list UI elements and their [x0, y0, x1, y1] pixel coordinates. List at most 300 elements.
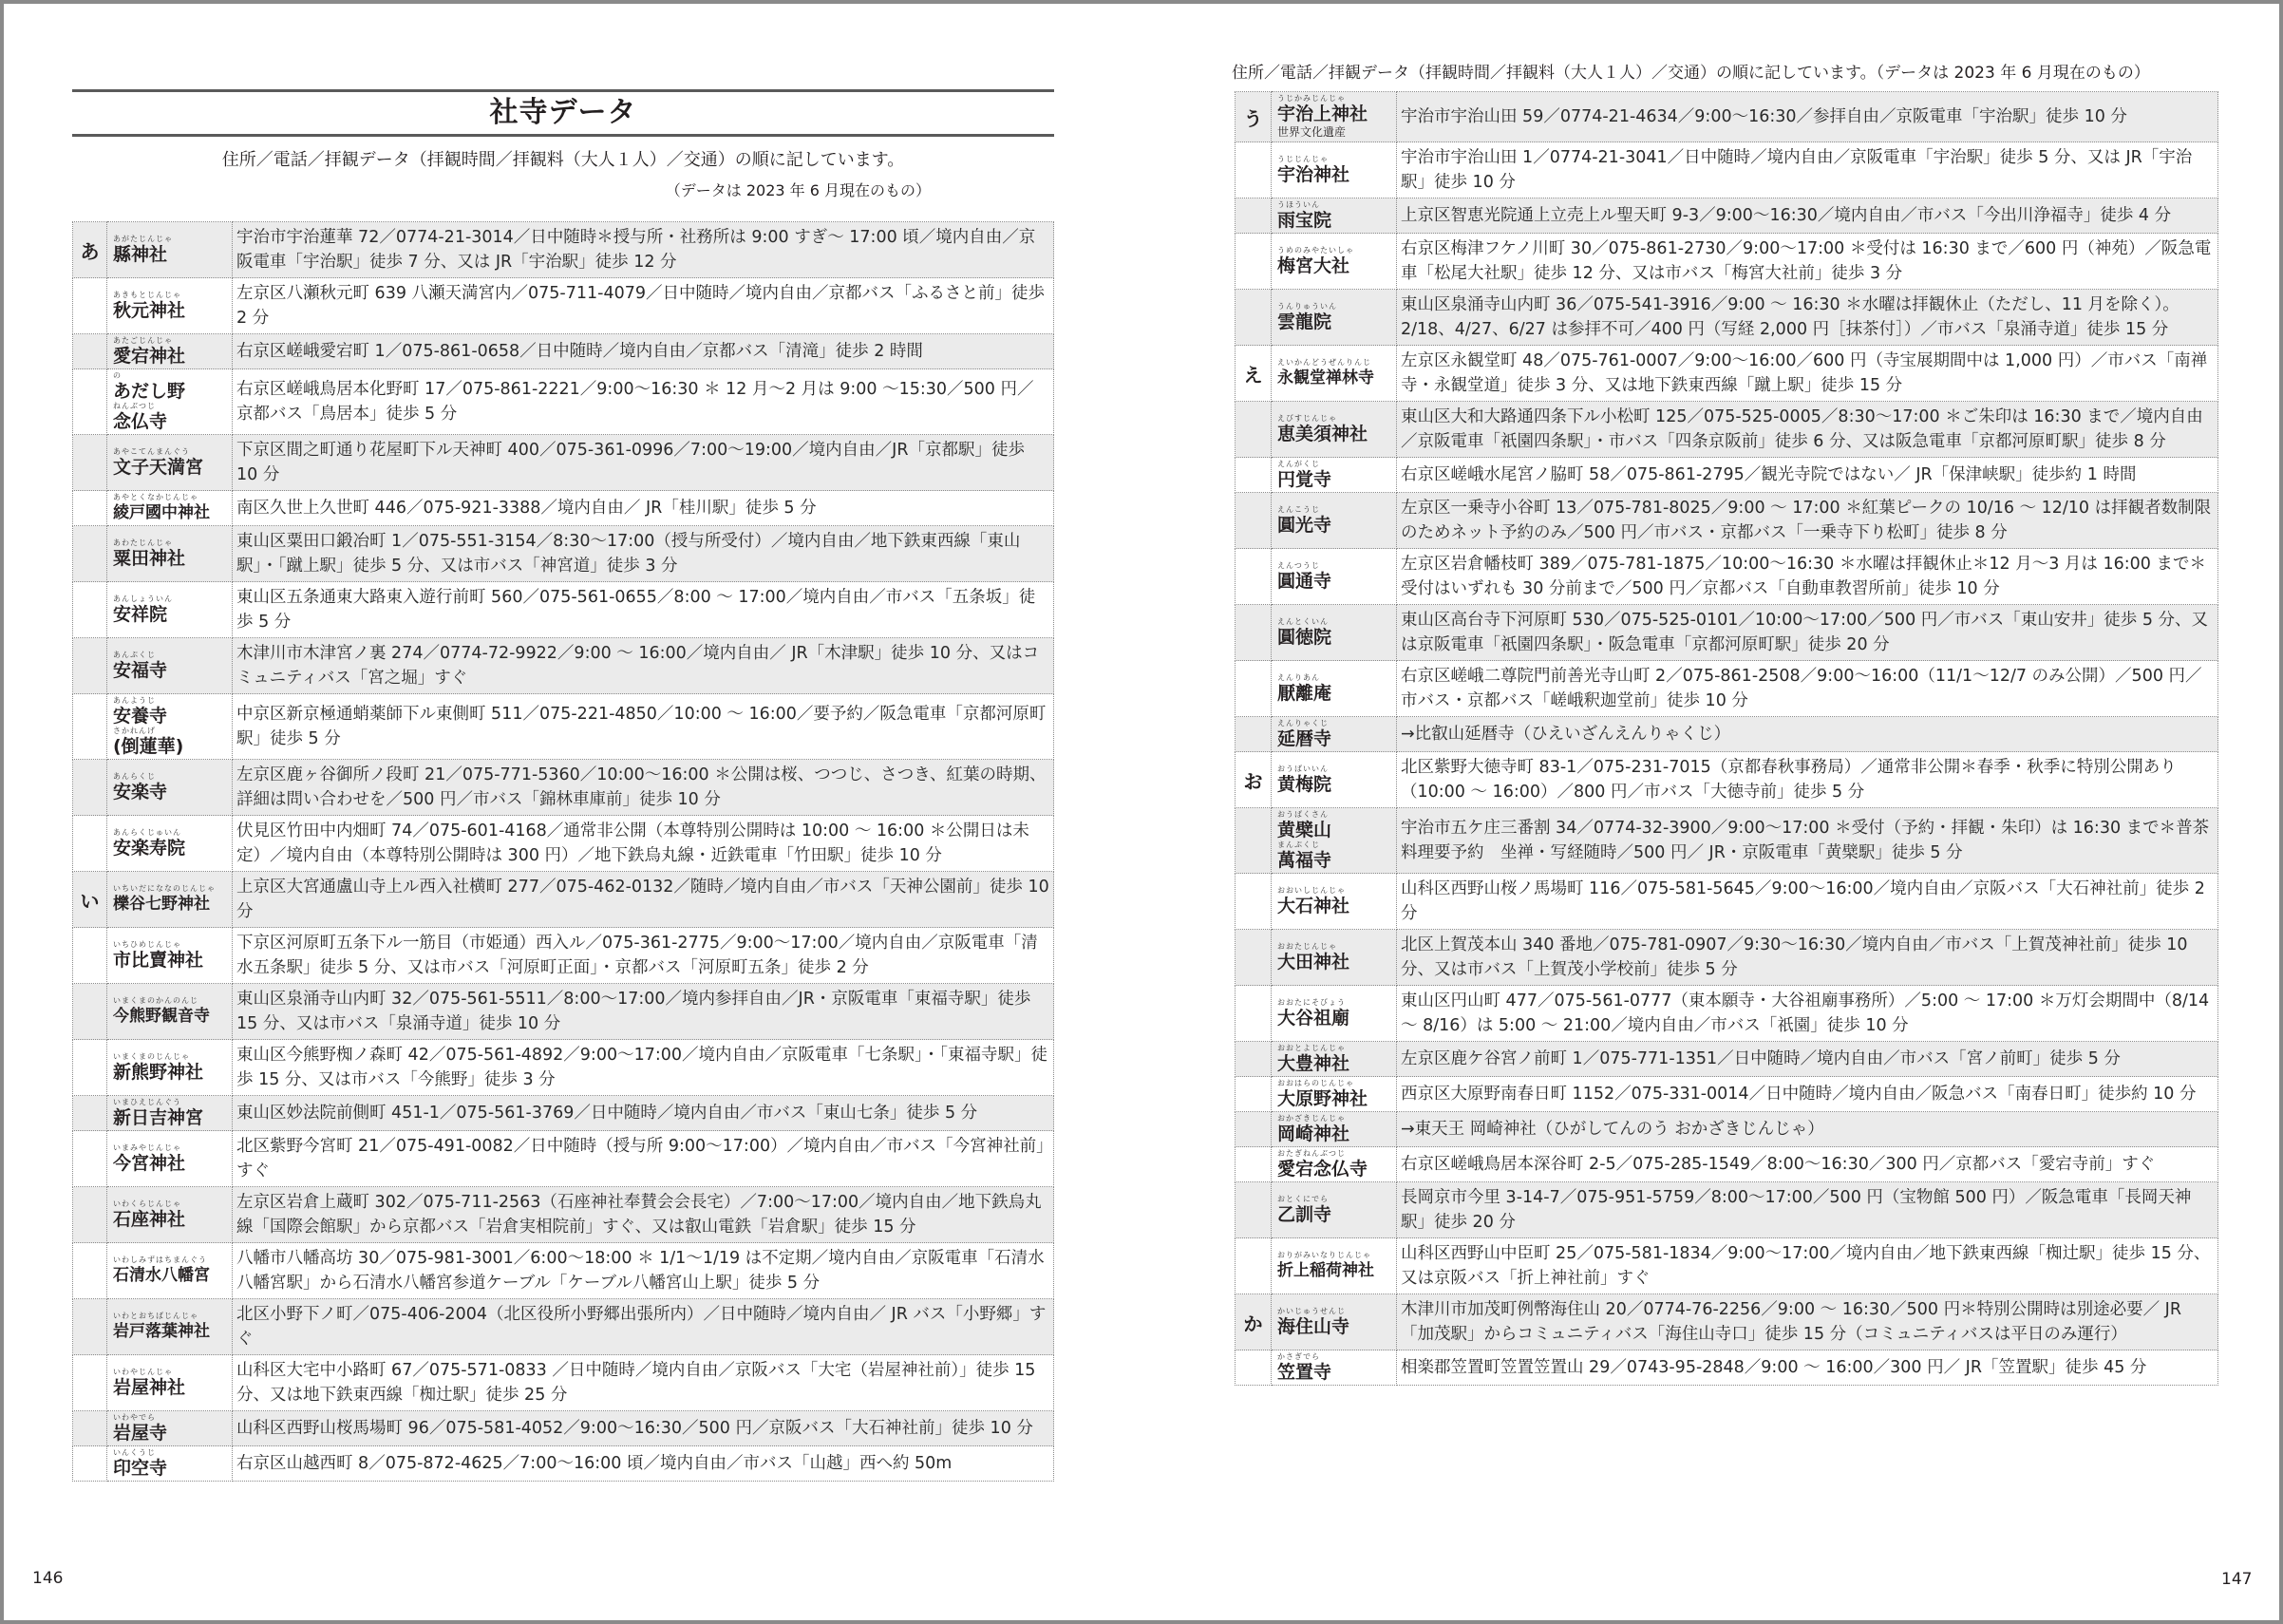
kana-index — [73, 369, 107, 435]
furigana: ねんぶつじ — [113, 402, 156, 410]
site-name: 印空寺 — [113, 1458, 168, 1479]
kana-index — [73, 1131, 107, 1187]
site-info: 東山区円山町 477／075-561-0777（東本願寺・大谷祖廟事務所）／5:00 ～ 17:00 ＊万灯会期間中（8/14 ～ 8/16）は 5:00 ～ 21:00／境内自由／市バス「祇園」徒歩 10 分 — [1397, 986, 2218, 1042]
site-name: 新日吉神宮 — [113, 1107, 204, 1128]
site-name-cell — [107, 1187, 233, 1243]
furigana: あやとくなかじんじゃ — [113, 493, 198, 501]
table-row — [1236, 930, 2218, 986]
table-row — [73, 1446, 1054, 1482]
furigana: あんらくじゅいん — [113, 828, 181, 837]
site-name: 梅宮大社 — [1277, 255, 1350, 276]
site-name: 黄梅院 — [1277, 774, 1332, 795]
table-row — [1236, 661, 2218, 717]
furigana: いまくまのかんのんじ — [113, 996, 198, 1005]
site-info: 宇治市宇治山田 1／0774-21-3041／日中随時／境内自由／京阪電車「宇治駅」徒歩 5 分、又は JR「宇治駅」徒歩 10 分 — [1397, 142, 2218, 198]
site-name-cell — [107, 1096, 233, 1131]
table-row — [1236, 1112, 2218, 1147]
table-row — [1236, 493, 2218, 549]
site-name: 市比賣神社 — [113, 950, 204, 971]
kana-index — [73, 435, 107, 491]
site-name: 岩屋寺 — [113, 1423, 168, 1444]
kana-index — [1236, 1182, 1272, 1238]
furigana: おたぎねんぶつじ — [1277, 1149, 1346, 1158]
table-row — [1236, 402, 2218, 458]
shrine-temple-table-left — [72, 221, 1054, 1482]
site-name: 石清水八幡宮 — [113, 1266, 210, 1285]
furigana: おとくにでら — [1277, 1195, 1329, 1203]
site-name-cell — [107, 984, 233, 1040]
site-info: 左京区八瀬秋元町 639 八瀬天満宮内／075-711-4079／日中随時／境内自由／京都バス「ふるさと前」徒歩 2 分 — [233, 278, 1054, 334]
kana-index — [73, 638, 107, 694]
furigana: いわくらじんじゃ — [113, 1199, 181, 1208]
kana-index — [1236, 142, 1272, 198]
kana-index — [73, 491, 107, 526]
kana-index — [73, 1187, 107, 1243]
furigana: いわやでら — [113, 1413, 156, 1422]
kana-index: え — [1236, 346, 1272, 402]
title-rule-bottom — [72, 134, 1054, 137]
kana-index — [1236, 808, 1272, 874]
site-name-cell — [107, 928, 233, 984]
site-name-cell — [107, 694, 233, 760]
furigana: あんぷくじ — [113, 651, 156, 659]
table-row — [73, 1187, 1054, 1243]
furigana: さかれんげ — [113, 727, 156, 735]
furigana: かさぎでら — [1277, 1352, 1320, 1361]
site-name: 岩戸落葉神社 — [113, 1322, 210, 1341]
site-info: 山科区西野山中臣町 25／075-581-1834／9:00～17:00／境内自由／地下鉄東西線「椥辻駅」徒歩 15 分、又は京阪バス「折上神社前」すぐ — [1397, 1238, 2218, 1294]
site-name-cell — [107, 1299, 233, 1355]
site-name-cell — [1272, 142, 1397, 198]
furigana: うほういん — [1277, 200, 1320, 209]
table-row — [1236, 986, 2218, 1042]
kana-index — [1236, 1042, 1272, 1077]
site-info: →比叡山延暦寺（ひえいざんえんりゃくじ） — [1397, 717, 2218, 752]
furigana: えんつうじ — [1277, 561, 1320, 570]
page-title: 社寺データ — [489, 96, 637, 129]
table-row — [1236, 92, 2218, 142]
table-row — [1236, 1182, 2218, 1238]
site-name-cell — [107, 582, 233, 638]
table-row — [1236, 1238, 2218, 1294]
site-name: 今熊野観音寺 — [113, 1007, 210, 1026]
site-info: 木津川市加茂町例幣海住山 20／0774-76-2256／9:00 ～ 16:30／500 円＊特別公開時は別途必要／ JR「加茂駅」からコミュニティバス「海住山寺口」徒歩 15 分（コミュニティバスは平日のみ運行） — [1397, 1294, 2218, 1350]
table-row — [73, 1243, 1054, 1299]
table-row — [1236, 346, 2218, 402]
furigana: えんりあん — [1277, 673, 1320, 682]
site-name: 岡崎神社 — [1277, 1124, 1350, 1144]
site-name-cell — [1272, 1350, 1397, 1386]
kana-index — [1236, 402, 1272, 458]
site-name: 宇治神社 — [1277, 164, 1350, 185]
furigana: おうばいいん — [1277, 765, 1329, 773]
site-info: 左京区岩倉上蔵町 302／075-711-2563（石座神社奉賛会会長宅）／7:00～17:00／境内自由／地下鉄烏丸線「国際会館駅」から京都バス「岩倉実相院前」すぐ、又は叡山電鉄「岩倉駅」徒歩 15 分 — [233, 1187, 1054, 1243]
table-row — [73, 694, 1054, 760]
furigana: いまひえじんぐう — [113, 1098, 181, 1106]
table-row — [73, 984, 1054, 1040]
table-row — [73, 1040, 1054, 1096]
table-row — [73, 872, 1054, 928]
page-number: 147 — [2221, 1570, 2253, 1589]
table-row — [1236, 198, 2218, 234]
site-info: 東山区泉涌寺山内町 32／075-561-5511／8:00～17:00／境内参拝自由／JR・京阪電車「東福寺駅」徒歩 15 分、又は市バス「泉涌寺道」徒歩 10 分 — [233, 984, 1054, 1040]
kana-index — [73, 526, 107, 582]
kana-index — [1236, 661, 1272, 717]
site-info: 左京区一乗寺小谷町 13／075-781-8025／9:00 ～ 17:00 ＊紅葉ピークの 10/16 ～ 12/10 は拝観者数制限のためネット予約のみ／500 円／市バス・京都バス「一乗寺下り松町」徒歩 8 分 — [1397, 493, 2218, 549]
kana-index — [1236, 1077, 1272, 1112]
kana-index — [1236, 874, 1272, 930]
furigana: うじじんじゃ — [1277, 155, 1329, 163]
furigana: おりがみいなりじんじゃ — [1277, 1251, 1371, 1259]
site-info: 下京区間之町通り花屋町下ル天神町 400／075-361-0996／7:00～19:00／境内自由／JR「京都駅」徒歩 10 分 — [233, 435, 1054, 491]
kana-index — [73, 1243, 107, 1299]
site-name: 恵美須神社 — [1277, 424, 1368, 444]
site-name-cell — [107, 872, 233, 928]
kana-index — [73, 334, 107, 369]
format-description: 住所／電話／拝観データ（拝観時間／拝観料（大人１人）／交通）の順に記しています。（データは 2023 年 6 月現在のもの） — [1232, 64, 2150, 83]
site-info: 上京区智恵光院通上立売上ル聖天町 9-3／9:00～16:30／境内自由／市バス「今出川浄福寺」徒歩 4 分 — [1397, 198, 2218, 234]
table-row — [1236, 808, 2218, 874]
site-name-cell — [1272, 290, 1397, 346]
site-name: 折上稲荷神社 — [1277, 1261, 1374, 1280]
table-row — [1236, 549, 2218, 605]
site-name-cell — [1272, 402, 1397, 458]
site-name: 大谷祖廟 — [1277, 1008, 1350, 1029]
table-row — [73, 760, 1054, 816]
site-info: 伏見区竹田中内畑町 74／075-601-4168／通常非公開（本尊特別公開時は 10:00 ～ 16:00 ＊公開日は未定）／境内自由（本尊特別公開時は 300 円）／地下鉄烏丸線・近鉄電車「竹田駅」徒歩 10 分 — [233, 816, 1054, 872]
table-row — [1236, 234, 2218, 290]
kana-index — [73, 928, 107, 984]
site-name-cell — [107, 1355, 233, 1411]
site-name: 新熊野神社 — [113, 1062, 204, 1083]
kana-index — [73, 1299, 107, 1355]
title-block — [72, 89, 1054, 200]
kana-index — [1236, 986, 1272, 1042]
site-name: 円覚寺 — [1277, 469, 1332, 490]
kana-index — [1236, 717, 1272, 752]
furigana: まんぷくじ — [1277, 840, 1320, 849]
site-info: 左京区岩倉幡枝町 389／075-781-1875／10:00～16:30 ＊水曜は拝観休止＊12 月～3 月は 16:00 まで＊受付はいずれも 30 分前まで／500 円／京都バス「自動車教習所前」徒歩 10 分 — [1397, 549, 2218, 605]
site-name-cell — [1272, 549, 1397, 605]
furigana: おおはらのじんじゃ — [1277, 1079, 1354, 1087]
site-name-cell — [107, 369, 233, 435]
site-name-cell — [1272, 1182, 1397, 1238]
site-info: 相楽郡笠置町笠置笠置山 29／0743-95-2848／9:00 ～ 16:00／300 円／ JR「笠置駅」徒歩 45 分 — [1397, 1350, 2218, 1386]
table-row — [73, 334, 1054, 369]
site-name: 安楽寺 — [113, 782, 168, 803]
table-row — [73, 1299, 1054, 1355]
furigana: うじかみじんじゃ — [1277, 94, 1346, 103]
page-number: 146 — [32, 1569, 64, 1588]
furigana: あたごじんじゃ — [113, 336, 173, 345]
page-147 — [1142, 0, 2283, 1624]
furigana: えんがくじ — [1277, 460, 1320, 468]
site-info: 下京区河原町五条下ル一筋目（市姫通）西入ル／075-361-2775／9:00～17:00／境内自由／京阪電車「清水五条駅」徒歩 5 分、又は市バス「河原町正面」・京都バス「河原町五条」徒歩 2 分 — [233, 928, 1054, 984]
site-name: 今宮神社 — [113, 1153, 186, 1174]
site-name-cell — [1272, 874, 1397, 930]
site-info: 左京区永観堂町 48／075-761-0007／9:00～16:00／600 円（寺宝展期間中は 1,000 円）／市バス「南禅寺・永観堂道」徒歩 3 分、又は地下鉄東西線「蹴上駅」徒歩 15 分 — [1397, 346, 2218, 402]
kana-index — [73, 816, 107, 872]
site-name-cell — [107, 638, 233, 694]
site-info: 中京区新京極通蛸薬師下ル東側町 511／075-221-4850／10:00 ～ 16:00／要予約／阪急電車「京都河原町駅」徒歩 5 分 — [233, 694, 1054, 760]
site-name: 岩屋神社 — [113, 1377, 186, 1398]
kana-index — [1236, 930, 1272, 986]
table-row — [1236, 1147, 2218, 1182]
site-name-cell — [1272, 198, 1397, 234]
site-name-cell — [107, 1411, 233, 1446]
kana-index: お — [1236, 752, 1272, 808]
furigana: いちいだにななのじんじゃ — [113, 884, 216, 893]
site-info: 東山区泉涌寺山内町 36／075-541-3916／9:00 ～ 16:30 ＊水曜は拝観休止（ただし、11 月を除く）。2/18、4/27、6/27 は参拝不可／400 円（写経 2,000 円［抹茶付］）／市バス「泉涌寺道」徒歩 15 分 — [1397, 290, 2218, 346]
site-name: 海住山寺 — [1277, 1316, 1350, 1337]
furigana: いんくうじ — [113, 1448, 156, 1457]
kana-index — [1236, 493, 1272, 549]
site-name: 厭離庵 — [1277, 683, 1332, 704]
kana-index — [1236, 198, 1272, 234]
site-info: 右京区嵯峨鳥居本深谷町 2-5／075-285-1549／8:00～16:30／300 円／京都バス「愛宕寺前」すぐ — [1397, 1147, 2218, 1182]
site-name-cell — [1272, 1238, 1397, 1294]
site-name: 石座神社 — [113, 1209, 186, 1230]
site-name: 愛宕念仏寺 — [1277, 1159, 1368, 1180]
site-info: 北区小野下ノ町／075-406-2004（北区役所小野郷出張所内）／日中随時／境内自由／ JR バス「小野郷」すぐ — [233, 1299, 1054, 1355]
furigana: あわたじんじゃ — [113, 538, 173, 547]
site-name-cell — [107, 1243, 233, 1299]
site-name: 大田神社 — [1277, 952, 1350, 973]
furigana: えんとくいん — [1277, 617, 1329, 626]
furigana: あがたじんじゃ — [113, 235, 173, 243]
site-name-cell — [107, 760, 233, 816]
kana-index — [73, 984, 107, 1040]
site-info: →東天王 岡崎神社（ひがしてんのう おかざきじんじゃ） — [1397, 1112, 2218, 1147]
table-row — [73, 1411, 1054, 1446]
furigana: えんこうじ — [1277, 505, 1320, 514]
site-name-cell — [107, 1446, 233, 1482]
furigana: いわしみずはちまんぐう — [113, 1256, 207, 1264]
site-name-cell — [1272, 752, 1397, 808]
table-row — [1236, 752, 2218, 808]
site-name-cell — [107, 526, 233, 582]
site-name-cell — [1272, 717, 1397, 752]
site-info: 北区紫野今宮町 21／075-491-0082／日中随時（授与所 9:00～17:00）／境内自由／市バス「今宮神社前」すぐ — [233, 1131, 1054, 1187]
kana-index — [1236, 1238, 1272, 1294]
site-name-cell — [1272, 234, 1397, 290]
furigana: あやこてんまんぐう — [113, 447, 190, 456]
table-row — [73, 369, 1054, 435]
table-row — [1236, 458, 2218, 493]
kana-index — [73, 278, 107, 334]
table-row — [1236, 1350, 2218, 1386]
site-name-cell — [1272, 1042, 1397, 1077]
kana-index — [1236, 1147, 1272, 1182]
site-name: あだし野 — [113, 381, 186, 402]
site-info: 八幡市八幡高坊 30／075-981-3001／6:00～18:00 ＊ 1/1～1/19 は不定期／境内自由／京阪電車「石清水八幡宮駅」から石清水八幡宮参道ケーブル「ケーブル八幡宮山上駅」徒歩 5 分 — [233, 1243, 1054, 1299]
site-info: 左京区鹿ヶ谷御所ノ段町 21／075-771-5360／10:00～16:00 ＊公開は桜、つつじ、さつき、紅葉の時期、詳細は問い合わせを／500 円／市バス「錦林車庫前」徒歩 10 分 — [233, 760, 1054, 816]
kana-index — [73, 1040, 107, 1096]
site-name: 永観堂禅林寺 — [1277, 368, 1374, 387]
kana-index — [1236, 1112, 1272, 1147]
site-info: 右京区嵯峨水尾宮ノ脇町 58／075-861-2795／観光寺院ではない／ JR「保津峡駅」徒歩約 1 時間 — [1397, 458, 2218, 493]
site-name: 綾戸國中神社 — [113, 503, 210, 522]
table-row — [73, 638, 1054, 694]
site-name-cell — [107, 1131, 233, 1187]
kana-index — [1236, 1350, 1272, 1386]
site-name-cell — [107, 222, 233, 278]
table-row — [73, 435, 1054, 491]
site-name: 粟田神社 — [113, 548, 186, 569]
furigana: あんらくじ — [113, 772, 156, 781]
site-name: 文子天満宮 — [113, 457, 204, 478]
site-name-cell — [1272, 92, 1397, 142]
site-info: 宇治市宇治山田 59／0774-21-4634／9:00～16:30／参拝自由／京阪電車「宇治駅」徒歩 10 分 — [1397, 92, 2218, 142]
site-name-cell — [107, 278, 233, 334]
site-info: 右京区嵯峨二尊院門前善光寺山町 2／075-861-2508／9:00～16:00（11/1～12/7 のみ公開）／500 円／市バス・京都バス「嵯峨釈迦堂前」徒歩 10 分 — [1397, 661, 2218, 717]
site-name: 愛宕神社 — [113, 346, 186, 367]
site-name: 圓徳院 — [1277, 627, 1332, 648]
site-name-line2: 念仏寺 — [113, 411, 168, 432]
table-row — [73, 278, 1054, 334]
kana-index — [1236, 549, 1272, 605]
site-info: 東山区今熊野椥ノ森町 42／075-561-4892／9:00～17:00／境内自由／京阪電車「七条駅」・「東福寺駅」徒歩 15 分、又は市バス「今熊野」徒歩 3 分 — [233, 1040, 1054, 1096]
furigana: おかざきじんじゃ — [1277, 1114, 1346, 1123]
site-info: 東山区粟田口鍛冶町 1／075-551-3154／8:30～17:00（授与所受付）／境内自由／地下鉄東西線「東山駅」・「蹴上駅」徒歩 5 分、又は市バス「神宮道」徒歩 3 分 — [233, 526, 1054, 582]
furigana: おおたじんじゃ — [1277, 942, 1337, 951]
furigana: おおいしじんじゃ — [1277, 886, 1346, 895]
site-name: 櫟谷七野神社 — [113, 895, 210, 914]
furigana: えんりゃくじ — [1277, 719, 1329, 727]
site-name-cell — [1272, 1112, 1397, 1147]
kana-index — [1236, 458, 1272, 493]
site-name-cell — [1272, 346, 1397, 402]
table-row — [73, 582, 1054, 638]
table-row — [1236, 1294, 2218, 1350]
site-name-cell — [1272, 808, 1397, 874]
site-name: 安祥院 — [113, 604, 168, 625]
format-description: 住所／電話／拝観データ（拝観時間／拝観料（大人１人）／交通）の順に記しています。 — [221, 150, 905, 170]
site-info: 上京区大宮通盧山寺上ル西入社横町 277／075-462-0132／随時／境内自由／市バス「天神公園前」徒歩 10 分 — [233, 872, 1054, 928]
site-name-cell — [107, 816, 233, 872]
kana-index — [73, 1411, 107, 1446]
site-info: 東山区大和大路通四条下ル小松町 125／075-525-0005／8:30～17:00 ＊ご朱印は 16:30 まで／境内自由／京阪電車「祇園四条駅」・市バス「四条京阪前」徒歩 6 分、又は阪急電車「京都河原町駅」徒歩 8 分 — [1397, 402, 2218, 458]
furigana: いまくまのじんじゃ — [113, 1052, 190, 1061]
kana-index — [73, 1355, 107, 1411]
site-info: 北区上賀茂本山 340 番地／075-781-0907／9:30～16:30／境内自由／市バス「上賀茂神社前」徒歩 10 分、又は市バス「上賀茂小学校前」徒歩 5 分 — [1397, 930, 2218, 986]
site-name: 雨宝院 — [1277, 210, 1332, 231]
table-row — [73, 1096, 1054, 1131]
site-name: 圓光寺 — [1277, 515, 1332, 536]
furigana: うんりゅういん — [1277, 302, 1337, 311]
site-name-cell — [1272, 458, 1397, 493]
site-info: 山科区大宅中小路町 67／075-571-0833 ／日中随時／境内自由／京阪バス「大宅（岩屋神社前）」徒歩 15 分、又は地下鉄東西線「椥辻駅」徒歩 25 分 — [233, 1355, 1054, 1411]
site-info: 宇治市五ケ庄三番割 34／0774-32-3900／9:00～17:00 ＊受付（予約・拝観・朱印）は 16:30 まで＊普茶料理要予約 坐禅・写経随時／500 円／ JR・京阪電車「黄檗駅」徒歩 5 分 — [1397, 808, 2218, 874]
kana-index — [73, 1096, 107, 1131]
site-name: 大原野神社 — [1277, 1088, 1368, 1109]
site-name-cell — [107, 334, 233, 369]
furigana: あきもとじんじゃ — [113, 291, 181, 299]
table-row — [1236, 290, 2218, 346]
shrine-temple-table-right — [1235, 91, 2218, 1386]
kana-index: か — [1236, 1294, 1272, 1350]
site-name: 縣神社 — [113, 244, 168, 265]
table-row — [73, 816, 1054, 872]
furigana: いわとおちばじんじゃ — [113, 1312, 198, 1320]
site-info: 山科区西野山桜ノ馬場町 116／075-581-5645／9:00～16:00／境内自由／京阪バス「大石神社前」徒歩 2 分 — [1397, 874, 2218, 930]
site-name: 秋元神社 — [113, 300, 186, 321]
table-row — [1236, 874, 2218, 930]
site-info: 東山区五条通東大路東入遊行前町 560／075-561-0655／8:00 ～ 17:00／境内自由／市バス「五条坂」徒歩 5 分 — [233, 582, 1054, 638]
site-name-line2: (倒蓮華) — [113, 736, 184, 757]
site-info: 右京区梅津フケノ川町 30／075-861-2730／9:00～17:00 ＊受付は 16:30 まで／600 円（神苑）／阪急電車「松尾大社駅」徒歩 12 分、又は市バス「梅宮大社前」徒歩 3 分 — [1397, 234, 2218, 290]
table-row — [73, 1355, 1054, 1411]
furigana: えいかんどうぜんりんじ — [1277, 358, 1371, 367]
site-info: 西京区大原野南春日町 1152／075-331-0014／日中随時／境内自由／阪急バス「南春日町」徒歩約 10 分 — [1397, 1077, 2218, 1112]
site-info: 右京区嵯峨鳥居本化野町 17／075-861-2221／9:00～16:30 ＊ 12 月～2 月は 9:00 ～15:30／500 円／京都バス「鳥居本」徒歩 5 分 — [233, 369, 1054, 435]
site-name: 乙訓寺 — [1277, 1204, 1332, 1225]
table-row — [73, 1131, 1054, 1187]
kana-index: あ — [73, 222, 107, 278]
site-name-cell — [107, 435, 233, 491]
site-info: 左京区鹿ケ谷宮ノ前町 1／075-771-1351／日中随時／境内自由／市バス「宮ノ前町」徒歩 5 分 — [1397, 1042, 2218, 1077]
furigana: かいじゅうせんじ — [1277, 1307, 1346, 1315]
site-info: 宇治市宇治蓮華 72／0774-21-3014／日中随時＊授与所・社務所は 9:00 すぎ～ 17:00 頃／境内自由／京阪電車「宇治駅」徒歩 7 分、又は JR「宇治駅」徒歩 12 分 — [233, 222, 1054, 278]
site-info: 山科区西野山桜馬場町 96／075-581-4052／9:00～16:30／500 円／京阪バス「大石神社前」徒歩 10 分 — [233, 1411, 1054, 1446]
site-name: 宇治上神社 — [1277, 104, 1368, 124]
site-name-cell — [1272, 1077, 1397, 1112]
site-name: 安養寺 — [113, 706, 168, 727]
furigana: うめのみやたいしゃ — [1277, 246, 1354, 255]
kana-index: い — [73, 872, 107, 928]
site-name: 安楽寿院 — [113, 838, 186, 859]
furigana: おおたにそびょう — [1277, 998, 1346, 1007]
kana-index — [73, 582, 107, 638]
kana-index — [1236, 234, 1272, 290]
site-info: 東山区高台寺下河原町 530／075-525-0101／10:00～17:00／500 円／市バス「東山安井」徒歩 5 分、又は京阪電車「祇園四条駅」・阪急電車「京都河原町駅」徒歩 20 分 — [1397, 605, 2218, 661]
data-date-note: （データは 2023 年 6 月現在のもの） — [665, 181, 931, 199]
table-row — [73, 526, 1054, 582]
site-info: 木津川市木津宮ノ裏 274／0774-72-9922／9:00 ～ 16:00／境内自由／ JR「木津駅」徒歩 10 分、又はコミュニティバス「宮之堀」すぐ — [233, 638, 1054, 694]
kana-index — [73, 1446, 107, 1482]
site-info: 東山区妙法院前側町 451-1／075-561-3769／日中随時／境内自由／市バス「東山七条」徒歩 5 分 — [233, 1096, 1054, 1131]
table-row — [73, 222, 1054, 278]
kana-index — [1236, 605, 1272, 661]
kana-index — [73, 694, 107, 760]
table-row — [1236, 1042, 2218, 1077]
furigana: おうばくさん — [1277, 810, 1329, 819]
site-name-cell — [1272, 1294, 1397, 1350]
table-row — [73, 928, 1054, 984]
site-info: 長岡京市今里 3-14-7／075-951-5759／8:00～17:00／500 円（宝物館 500 円）／阪急電車「長岡天神駅」徒歩 20 分 — [1397, 1182, 2218, 1238]
furigana: いわやじんじゃ — [113, 1368, 173, 1376]
site-name: 雲龍院 — [1277, 312, 1332, 332]
site-name: 笠置寺 — [1277, 1362, 1332, 1383]
furigana: おおとよじんじゃ — [1277, 1044, 1346, 1052]
kana-index — [1236, 290, 1272, 346]
furigana: いまみやじんじゃ — [113, 1143, 181, 1152]
furigana: いちひめじんじゃ — [113, 940, 181, 949]
site-name-cell — [1272, 605, 1397, 661]
site-info: 南区久世上久世町 446／075-921-3388／境内自由／ JR「桂川駅」徒歩 5 分 — [233, 491, 1054, 526]
furigana: えびすじんじゃ — [1277, 414, 1337, 423]
site-name-line2: 萬福寺 — [1277, 850, 1332, 871]
table-row — [73, 491, 1054, 526]
table-row — [1236, 605, 2218, 661]
furigana: あんようじ — [113, 696, 156, 705]
site-name: 大豊神社 — [1277, 1053, 1350, 1074]
kana-index: う — [1236, 92, 1272, 142]
table-row — [1236, 1077, 2218, 1112]
site-name: 圓通寺 — [1277, 571, 1332, 592]
table-row — [1236, 717, 2218, 752]
site-name: 安福寺 — [113, 660, 168, 681]
